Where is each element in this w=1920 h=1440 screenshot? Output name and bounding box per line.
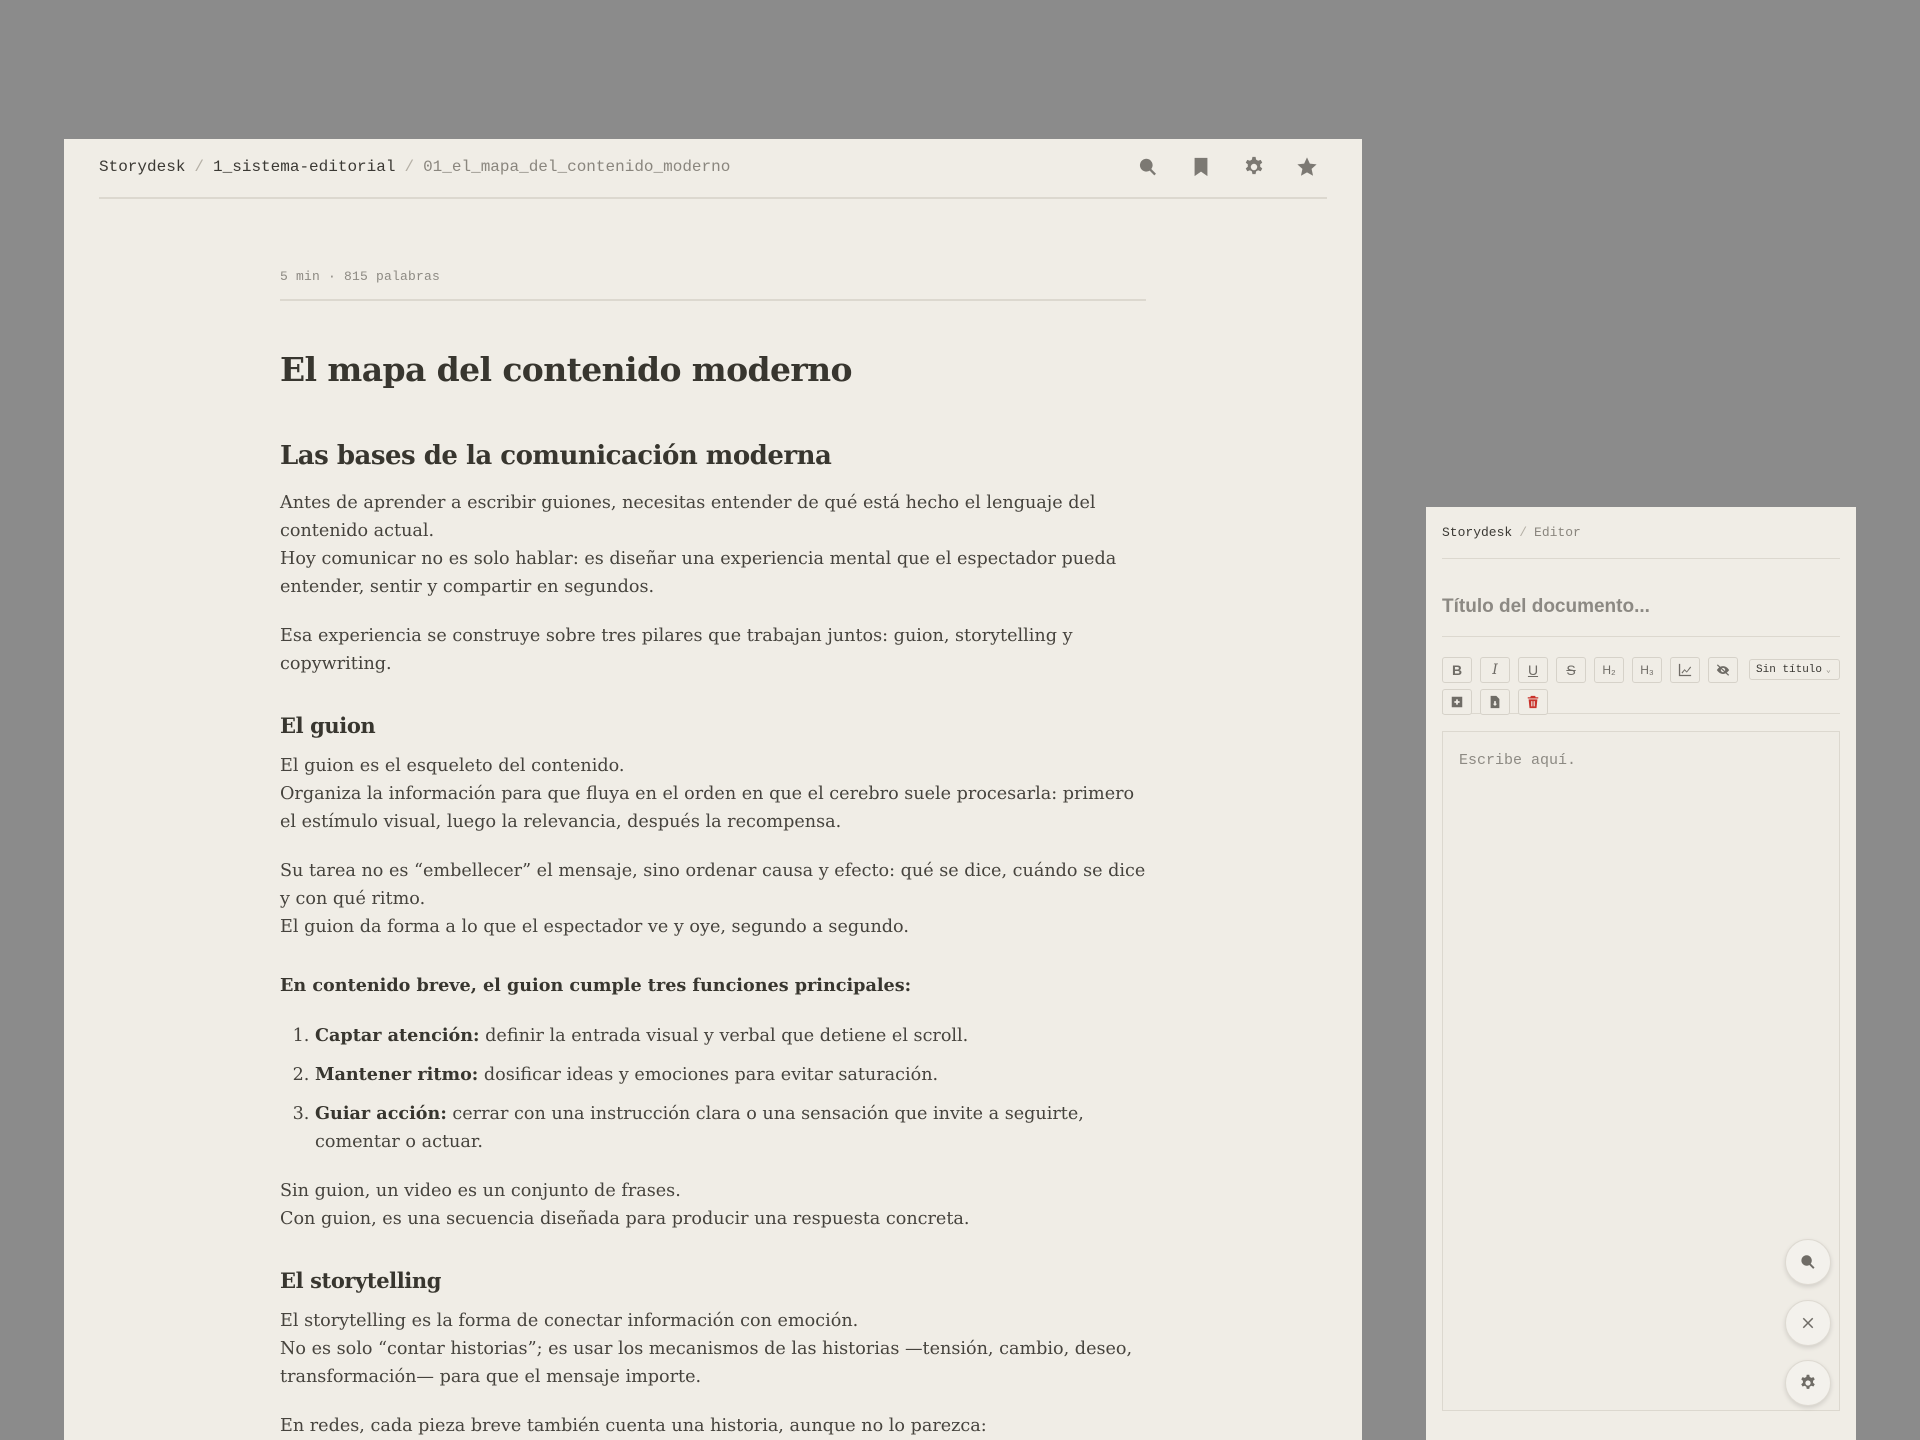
eye-off-icon [1716, 663, 1730, 677]
breadcrumb-separator: / [194, 158, 205, 176]
sentence: El storytelling es la forma de conectar información con emoción. [280, 1311, 859, 1331]
hide-button[interactable] [1708, 657, 1738, 683]
list-text: definir la entrada visual y verbal que detiene el scroll. [479, 1026, 969, 1046]
sentence: Antes de aprender a escribir guiones, necesitas entender de qué está hecho el lenguaje del contenido actual. [280, 493, 1096, 541]
search-button[interactable] [1134, 153, 1162, 181]
add-icon [1450, 695, 1464, 709]
editor-placeholder: Escribe aquí. [1459, 752, 1577, 769]
editor-panel [1426, 507, 1856, 1440]
paragraph [280, 857, 1146, 941]
editor-topbar [1442, 507, 1840, 559]
list-term: Captar atención: [315, 1025, 480, 1046]
bookmark-button[interactable] [1187, 153, 1215, 181]
paragraph [280, 489, 1146, 601]
close-fab[interactable] [1785, 1300, 1831, 1346]
editor-breadcrumb [1442, 525, 1581, 540]
heading-2-button[interactable]: H₂ [1594, 657, 1624, 683]
editor-body-input[interactable] [1442, 731, 1840, 1411]
list-term: Mantener ritmo: [315, 1064, 479, 1085]
breadcrumb-current: Editor [1534, 525, 1581, 540]
breadcrumb-root[interactable]: Storydesk [99, 158, 186, 176]
export-button[interactable] [1480, 689, 1510, 715]
sentence: El guion es el esqueleto del contenido. [280, 756, 625, 776]
chevron-down-icon: ⌄ [1826, 665, 1831, 675]
document [280, 269, 1146, 1440]
search-icon [1137, 156, 1159, 178]
reader-toolbar [1134, 153, 1321, 181]
sentence: El guion da forma a lo que el espectador ve y oye, segundo a segundo. [280, 917, 909, 937]
close-icon [1799, 1314, 1817, 1332]
breadcrumb [99, 158, 730, 176]
sentence: Con guion, es una secuencia diseñada para producir una respuesta concreta. [280, 1209, 970, 1229]
sentence: Su tarea no es “embellecer” el mensaje, sino ordenar causa y efecto: qué se dice, cuándo se dice y con qué ritmo. [280, 861, 1146, 909]
list-term: Guiar acción: [315, 1103, 447, 1124]
chart-button[interactable] [1670, 657, 1700, 683]
breadcrumb-section[interactable]: 1_sistema-editorial [213, 158, 396, 176]
document-select-value: Sin título [1756, 663, 1823, 676]
heading-3-button[interactable]: H₃ [1632, 657, 1662, 683]
sentence: Organiza la información para que fluya en el orden en que el cerebro suele procesarla: primero el estímulo visual, luego la relevancia, después la recompensa. [280, 784, 1135, 832]
underline-button[interactable]: U [1518, 657, 1548, 683]
favorite-button[interactable] [1293, 153, 1321, 181]
breadcrumb-root[interactable]: Storydesk [1442, 525, 1513, 540]
settings-button[interactable] [1240, 153, 1268, 181]
functions-list [280, 1022, 1146, 1156]
document-title: El mapa del contenido moderno [280, 350, 852, 389]
add-block-button[interactable] [1442, 689, 1472, 715]
list-item [315, 1100, 1146, 1156]
reading-meta: 5 min · 815 palabras [280, 269, 1146, 301]
sentence: Sin guion, un video es un conjunto de frases. [280, 1181, 681, 1201]
sentence: Hoy comunicar no es solo hablar: es diseñar una experiencia mental que el espectador pueda entender, sentir y compartir en segundos. [280, 549, 1117, 597]
list-item [315, 1061, 1146, 1089]
document-title-input[interactable]: Título del documento... [1442, 596, 1840, 637]
settings-fab[interactable] [1785, 1360, 1831, 1406]
paragraph [280, 1177, 1146, 1233]
sentence: No es solo “contar historias”; es usar los mecanismos de las historias —tensión, cambio, deseo, transformación— para que el mensaje importe. [280, 1339, 1133, 1387]
star-icon [1296, 156, 1318, 178]
trash-icon [1526, 695, 1540, 709]
list-text: cerrar con una instrucción clara o una sensación que invite a seguirte, comentar o actuar. [315, 1104, 1084, 1152]
reader-window [64, 139, 1362, 1440]
search-fab[interactable] [1785, 1239, 1831, 1285]
reader-topbar [99, 139, 1327, 199]
paragraph: Esa experiencia se construye sobre tres pilares que trabajan juntos: guion, storytelling y copywriting. [280, 626, 1073, 674]
list-text: dosificar ideas y emociones para evitar saturación. [478, 1065, 939, 1085]
gear-icon [1243, 156, 1265, 178]
paragraph [280, 752, 1146, 836]
chart-icon [1678, 663, 1692, 677]
search-icon [1799, 1253, 1817, 1271]
bookmark-icon [1190, 156, 1212, 178]
editor-toolbar [1442, 649, 1840, 714]
delete-button[interactable] [1518, 689, 1548, 715]
italic-button[interactable]: I [1480, 657, 1510, 683]
breadcrumb-current: 01_el_mapa_del_contenido_moderno [423, 158, 731, 176]
section-heading: Las bases de la comunicación moderna [280, 441, 832, 471]
download-file-icon [1488, 695, 1502, 709]
paragraph [280, 1307, 1146, 1391]
list-item [315, 1022, 1146, 1050]
subsection-heading: El storytelling [280, 1268, 442, 1293]
paragraph: En redes, cada pieza breve también cuenta una historia, aunque no lo parezca: [280, 1416, 987, 1436]
strikethrough-button[interactable]: S [1556, 657, 1586, 683]
breadcrumb-separator: / [404, 158, 415, 176]
subsection-heading: El guion [280, 713, 376, 738]
list-lead: En contenido breve, el guion cumple tres funciones principales: [280, 975, 912, 996]
document-select[interactable] [1749, 659, 1840, 680]
bold-button[interactable]: B [1442, 657, 1472, 683]
gear-icon [1799, 1374, 1817, 1392]
breadcrumb-separator: / [1519, 525, 1528, 540]
